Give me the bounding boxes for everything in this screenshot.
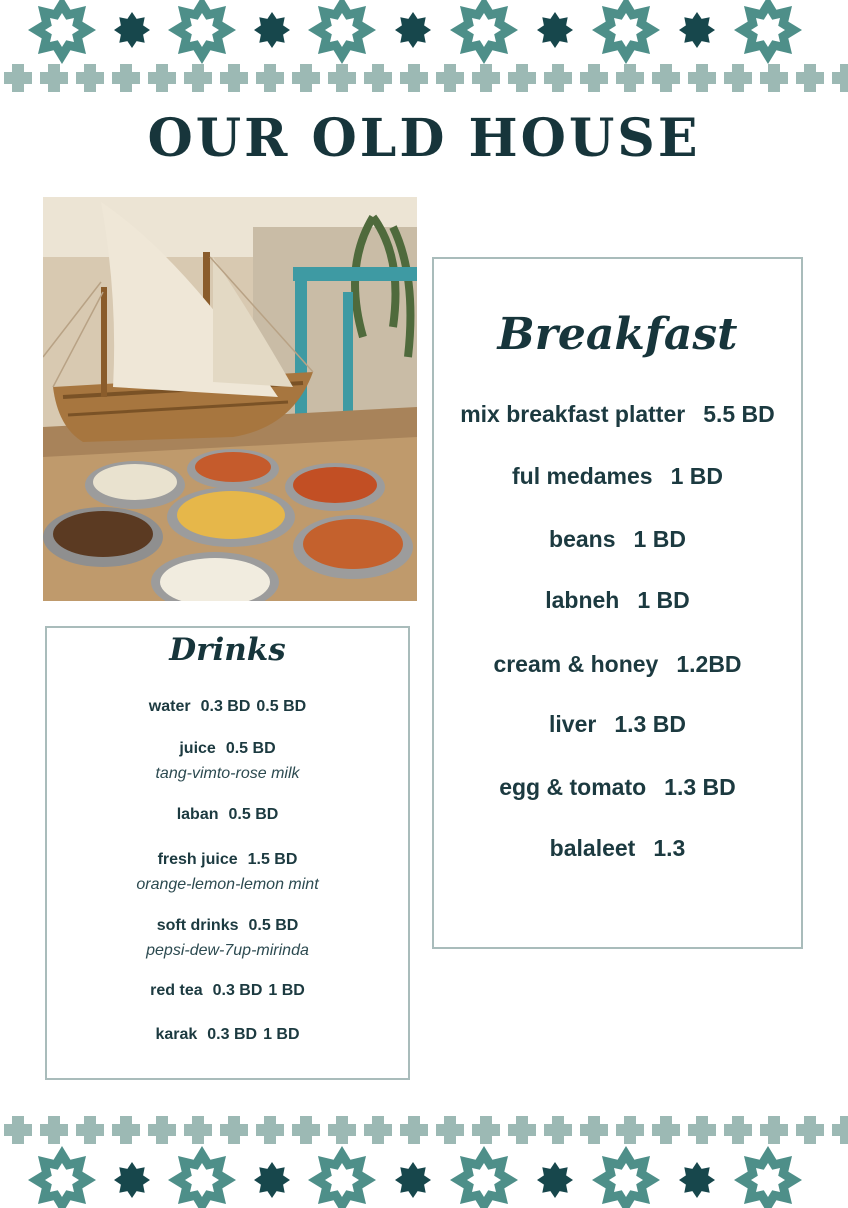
- pattern-tile: [652, 1124, 680, 1136]
- pattern-star-small: [679, 1162, 715, 1198]
- pattern-tile: [220, 1124, 248, 1136]
- pattern-tile: [76, 72, 104, 84]
- item-price: 0.5 BD: [225, 740, 276, 757]
- pattern-tile: [796, 72, 824, 84]
- pattern-star-inner: [325, 13, 359, 47]
- pattern-tile: [724, 72, 752, 84]
- pattern-star-small: [395, 12, 431, 48]
- pattern-tile: [652, 72, 680, 84]
- pattern-star-small: [114, 1162, 150, 1198]
- pattern-tile: [40, 1124, 68, 1136]
- item-name: liver: [549, 711, 597, 737]
- pattern-tile: [760, 1124, 788, 1136]
- pattern-star-inner: [751, 13, 785, 47]
- item-name: laban: [176, 806, 219, 823]
- pattern-star-inner: [751, 1163, 785, 1197]
- item-name: balaleet: [549, 835, 636, 861]
- item-price: 1.5 BD: [247, 851, 298, 868]
- pattern-tile: [688, 72, 716, 84]
- pattern-tile: [580, 1124, 608, 1136]
- item-price: 1.3 BD: [614, 711, 686, 737]
- pattern-tile: [472, 72, 500, 84]
- pattern-tile: [292, 1124, 320, 1136]
- pattern-tile: [112, 72, 140, 84]
- pattern-tile: [256, 72, 284, 84]
- pattern-tile: [508, 1124, 536, 1136]
- pattern-tile: [760, 72, 788, 84]
- pattern-star-small: [537, 1162, 573, 1198]
- drinks-title: Drinks: [169, 632, 286, 668]
- drink-item: [47, 917, 408, 935]
- item-name: beans: [549, 526, 616, 552]
- pattern-tile: [148, 1124, 176, 1136]
- breakfast-item: [424, 587, 811, 614]
- item-price: 5.5 BD: [703, 401, 775, 427]
- breakfast-item: [424, 774, 811, 801]
- pattern-tile: [256, 1124, 284, 1136]
- page-title: OUR OLD HOUSE: [147, 108, 701, 169]
- item-name: soft drinks: [156, 917, 239, 934]
- pattern-tile: [724, 1124, 752, 1136]
- pattern-tile: [148, 72, 176, 84]
- item-price-alt: 0.5 BD: [256, 698, 307, 715]
- pattern-star-inner: [45, 1163, 79, 1197]
- top-decorative-border: [0, 0, 848, 100]
- drink-item: [47, 806, 408, 824]
- pattern-tile: [400, 72, 428, 84]
- pattern-star-inner: [185, 1163, 219, 1197]
- item-price: 0.5 BD: [228, 806, 279, 823]
- pattern-tile: [544, 1124, 572, 1136]
- item-name: labneh: [545, 587, 620, 613]
- item-name: fresh juice: [157, 851, 238, 868]
- pattern-tile: [4, 72, 32, 84]
- pattern-star-small: [114, 12, 150, 48]
- item-price: 1 BD: [633, 526, 686, 552]
- pattern-star-small: [254, 12, 290, 48]
- item-price: 1 BD: [670, 463, 723, 489]
- pattern-tile: [580, 72, 608, 84]
- drink-item-note: tang-vimto-rose milk: [155, 765, 300, 782]
- breakfast-title: Breakfast: [497, 309, 738, 360]
- pattern-star-small: [679, 12, 715, 48]
- pattern-tile: [364, 1124, 392, 1136]
- item-name: juice: [179, 740, 216, 757]
- item-price: 0.3 BD: [212, 982, 263, 999]
- pattern-tile: [112, 1124, 140, 1136]
- pattern-tile: [292, 72, 320, 84]
- pattern-tile: [832, 1124, 848, 1136]
- pattern-tile: [4, 1124, 32, 1136]
- item-price: 0.5 BD: [248, 917, 299, 934]
- item-name: water: [148, 698, 191, 715]
- pattern-star-inner: [185, 13, 219, 47]
- food-photo: [43, 197, 417, 601]
- drink-item: [47, 1026, 408, 1044]
- item-name: mix breakfast platter: [460, 401, 686, 427]
- pattern-tile: [796, 1124, 824, 1136]
- item-price: 0.3 BD: [207, 1026, 258, 1043]
- pattern-star-inner: [45, 13, 79, 47]
- drink-item-note: pepsi-dew-7up-mirinda: [146, 942, 309, 959]
- pattern-star-inner: [609, 13, 643, 47]
- breakfast-item: [424, 835, 811, 862]
- item-name: karak: [155, 1026, 198, 1043]
- breakfast-item: [424, 463, 811, 490]
- item-price: 1 BD: [637, 587, 690, 613]
- pattern-tile: [220, 72, 248, 84]
- item-price: 0.3 BD: [200, 698, 251, 715]
- pattern-tile: [184, 72, 212, 84]
- pattern-star-small: [537, 12, 573, 48]
- breakfast-item: [424, 526, 811, 553]
- pattern-tile: [364, 72, 392, 84]
- item-price-alt: 1 BD: [263, 1026, 300, 1043]
- pattern-tile: [832, 72, 848, 84]
- pattern-tile: [76, 1124, 104, 1136]
- pattern-tile: [616, 72, 644, 84]
- pattern-tile: [328, 1124, 356, 1136]
- pattern-tile: [436, 1124, 464, 1136]
- drink-item: [47, 740, 408, 758]
- bottom-decorative-border: [0, 1108, 848, 1208]
- drink-item: [47, 851, 408, 869]
- pattern-tile: [472, 1124, 500, 1136]
- pattern-star-small: [395, 1162, 431, 1198]
- pattern-tile: [436, 72, 464, 84]
- pattern-star-small: [254, 1162, 290, 1198]
- item-price-alt: 1 BD: [268, 982, 305, 999]
- pattern-tile: [184, 1124, 212, 1136]
- item-name: cream & honey: [493, 651, 659, 677]
- drink-item: [47, 982, 408, 1000]
- drink-item: [47, 698, 408, 716]
- breakfast-item: [424, 711, 811, 738]
- pattern-tile: [40, 72, 68, 84]
- pattern-tile: [688, 1124, 716, 1136]
- pattern-star-inner: [467, 13, 501, 47]
- pattern-tile: [544, 72, 572, 84]
- breakfast-menu-box: [432, 257, 803, 949]
- item-name: egg & tomato: [499, 774, 647, 800]
- item-price: 1.2BD: [676, 651, 742, 677]
- pattern-star-inner: [325, 1163, 359, 1197]
- pattern-star-inner: [609, 1163, 643, 1197]
- item-name: red tea: [150, 982, 203, 999]
- item-name: ful medames: [511, 463, 653, 489]
- pattern-star-inner: [467, 1163, 501, 1197]
- breakfast-item: [424, 651, 811, 678]
- drink-item-note: orange-lemon-lemon mint: [136, 876, 319, 893]
- drinks-menu-box: [45, 626, 410, 1080]
- breakfast-item: [424, 401, 811, 428]
- pattern-tile: [400, 1124, 428, 1136]
- item-price: 1.3: [653, 835, 686, 861]
- pattern-tile: [616, 1124, 644, 1136]
- pattern-tile: [508, 72, 536, 84]
- item-price: 1.3 BD: [664, 774, 736, 800]
- pattern-tile: [328, 72, 356, 84]
